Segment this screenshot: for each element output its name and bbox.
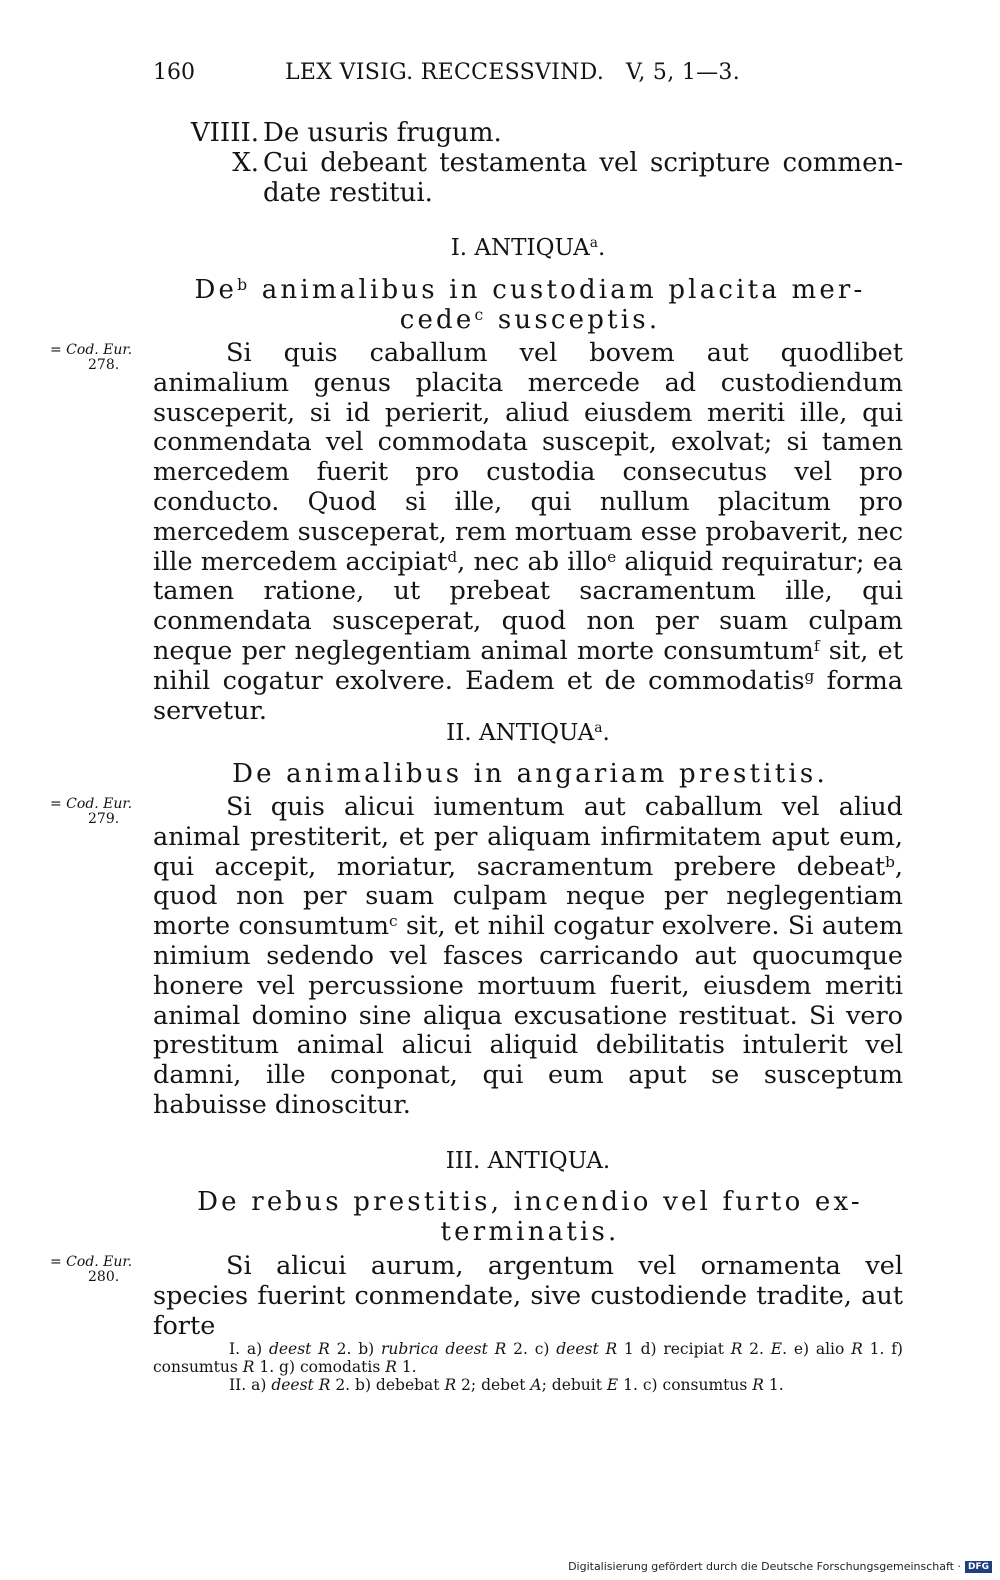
law-text-1 [153, 339, 903, 726]
footnotes [153, 1340, 903, 1394]
margin-num: 278. [88, 357, 120, 373]
section-heading-1: I. ANTIQUA$^a$. [450, 235, 606, 261]
toc-number: X. [232, 148, 259, 178]
toc-title: Cui debeant testamenta vel scripture commen- [263, 148, 903, 178]
margin-note-3 [50, 1255, 160, 1285]
margin-ref: = Cod. Eur. [50, 342, 133, 358]
paragraph: Si alicui aurum, argentum vel ornamenta vel species fuerint conmendate, sive custodiende tradite, aut forte [153, 1251, 903, 1341]
margin-ref: = Cod. Eur. [50, 1254, 133, 1270]
footnote-marker: a [589, 235, 598, 251]
paragraph: Si quis alicui iumentum aut caballum vel aliud animal prestiterit, et per aliquam infirmitatem aput eum, qui accepit, moriatur, sacramentum prebere debeat$^b$, quod non per suam culpam neque per neglegentiam morte consumtum$^c$ sit, et nihil cogatur exolvere. Si autem nimium sedendo vel fasces carricando aut quocumque honere vel percussione mortuum fuerit, eiusdem meriti animal domino sine aliqua excusatione restituat. Si vero prestitum animal alicui aliquid debilitatis intulerit vel damni, ille conponat, qui eum aput se susceptum habuisse dinoscitur. [153, 792, 903, 1120]
margin-note-2 [50, 797, 160, 827]
margin-ref: = Cod. Eur. [50, 796, 133, 812]
law-text-3 [153, 1252, 903, 1341]
section-heading-3 [153, 1146, 903, 1176]
footnote-marker: a [594, 720, 603, 736]
footnote-block-1: I. a) deest R 2. b) rubrica deest R 2. c) deest R 1 d) recipiat R 2. E. e) alio R 1. f) consumtus R 1. g) comodatis R 1. [153, 1340, 903, 1376]
page-number: 160 [153, 60, 195, 85]
section-heading-text: I. ANTIQUA [450, 235, 590, 261]
digitization-credit [568, 1560, 992, 1574]
running-head: LEX VISIG. RECCESSVIND. V, 5, 1—3. [285, 60, 740, 85]
margin-note-1 [50, 343, 160, 373]
margin-num: 280. [88, 1269, 120, 1285]
section-heading-2: II. ANTIQUA$^a$. [446, 720, 610, 746]
rubric-2: De animalibus in angariam prestitis. [232, 759, 828, 789]
credit-text: Digitalisierung gefördert durch die Deutsche Forschungsgemeinschaft · [568, 1560, 961, 1573]
toc-title-continued: date restitui. [263, 178, 433, 208]
paragraph: Si quis caballum vel bovem aut quodlibet animalium genus placita mercede ad custodiendum susceperit, si id perierit, aliud eiusdem meriti ille, qui conmendata vel commodata suscepit, exolvat; si tamen mercedem fuerit pro custodia consecutus vel pro conducto. Quod si ille, qui nullum placitum pro mercedem susceperat, rem mortuam esse probaverit, nec ille mercedem accipiat$^d$, nec ab illo$^e$ aliquid requiratur; ea tamen ratione, ut prebeat sacramentum ille, qui conmendata susceperat, quod non per suam culpam neque per neglegentiam animal morte consumtum$^f$ sit, et nihil cogatur exolvere. Eadem et de commodatis$^g$ forma servetur. [153, 338, 904, 726]
rubric-1: De$^b$ animalibus in custodiam placita mer- cede$^c$ susceptis. [194, 275, 866, 335]
section-heading-text: III. ANTIQUA. [445, 1148, 611, 1174]
section-heading-text: II. ANTIQUA [446, 720, 595, 746]
law-text-2 [153, 793, 903, 1121]
toc-title: De usuris frugum. [263, 118, 502, 148]
toc-number: VIIII. [190, 118, 259, 148]
dfg-logo-icon: DFG [965, 1561, 992, 1573]
page-header [153, 56, 773, 90]
margin-num: 279. [88, 811, 120, 827]
footnote-block-2: II. a) deest R 2. b) debebat R 2; debet A; debuit E 1. c) consumtus R 1. [229, 1376, 784, 1394]
rubric-3: De rebus prestitis, incendio vel furto ex- terminatis. [197, 1187, 863, 1247]
